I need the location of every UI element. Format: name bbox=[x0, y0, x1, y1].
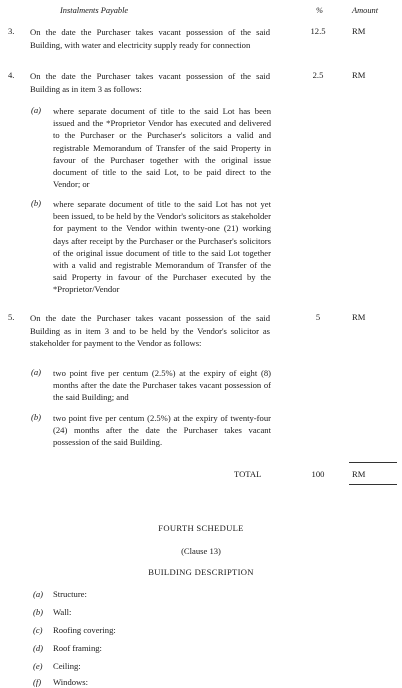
item-text: On the date the Purchaser takes vacant possession of the said Building, with water and electricity supply ready for connection bbox=[30, 27, 270, 50]
schedule-item-label: (b) bbox=[33, 607, 44, 617]
schedule-item-text: Roofing covering: bbox=[53, 625, 116, 635]
schedule-item-text: Windows: bbox=[53, 677, 88, 687]
sub-item-text: where separate document of title to the said Lot has not yet been issued, to be held by the Vendor's solicitors as stakeholder for payment to the Vendor within twenty-one (21) working days after receipt by the Purchaser or the Purchaser's solicitors of the original issue document of title to the said Lot together with a valid and registrable Memorandum of Transfer of the said Property in favour of the Purchaser executed by the *Proprietor/Vendor bbox=[53, 199, 271, 295]
schedule-item-label: (e) bbox=[33, 661, 43, 671]
sub-item-label: (a) bbox=[31, 367, 42, 377]
item-number: 3. bbox=[8, 26, 15, 36]
sub-item-text: two point five per centum (2.5%) at the expiry of eight (8) months after the date the Purchaser takes vacant possession of the said Building; and bbox=[53, 368, 271, 403]
item-text: On the date the Purchaser takes vacant possession of the said Building as in item 3 and to be held by the Vendor's solicitor as stakeholder for payment to the Vendor as follows: bbox=[30, 313, 270, 349]
instalments-column-header: Instalments Payable bbox=[60, 6, 129, 15]
schedule-item-text: Roof framing: bbox=[53, 643, 102, 653]
item-amount: RM bbox=[352, 70, 366, 80]
sub-item-text: two point five per centum (2.5%) at the expiry of twenty-four (24) months after the date the Purchaser takes vacant possession of the said Building. bbox=[53, 413, 271, 448]
schedule-item-label: (c) bbox=[33, 625, 43, 635]
total-percent: 100 bbox=[311, 469, 325, 479]
item-percent: 12.5 bbox=[310, 26, 326, 36]
item-percent: 5 bbox=[315, 312, 321, 322]
sub-item-label: (b) bbox=[31, 198, 42, 208]
schedule-item-text: Wall: bbox=[53, 607, 72, 617]
schedule-item-label: (d) bbox=[33, 643, 44, 653]
schedule-subtitle: BUILDING DESCRIPTION bbox=[148, 567, 254, 577]
sub-item-text: where separate document of title to the said Lot has been issued and the *Proprietor Vendor has executed and delivered to the Purchaser or the Purchaser's solicitors a valid and registrable Memorandum of Transfer of the said Property in favour of the Purchaser together with the original issue document of title to the said Lot, to be paid direct to the Vendor; or bbox=[53, 106, 271, 190]
item-amount: RM bbox=[352, 26, 366, 36]
item-number: 4. bbox=[8, 70, 15, 80]
item-percent: 2.5 bbox=[312, 70, 324, 80]
total-bottom-rule bbox=[349, 484, 397, 485]
percent-column-header: % bbox=[316, 6, 323, 15]
sub-item-label: (b) bbox=[31, 412, 42, 422]
sub-item-label: (a) bbox=[31, 105, 42, 115]
total-label: TOTAL bbox=[234, 469, 262, 479]
total-top-rule bbox=[349, 462, 397, 463]
schedule-item-text: Structure: bbox=[53, 589, 87, 599]
schedule-item-label: (a) bbox=[33, 589, 44, 599]
item-text: On the date the Purchaser takes vacant possession of the said Building as in item 3 as follows: bbox=[30, 71, 270, 94]
schedule-item-text: Ceiling: bbox=[53, 661, 81, 671]
amount-column-header: Amount bbox=[352, 6, 379, 15]
item-amount: RM bbox=[352, 312, 366, 322]
item-number: 5. bbox=[8, 312, 15, 322]
schedule-clause: (Clause 13) bbox=[181, 546, 221, 556]
schedule-item-label: (f) bbox=[33, 677, 42, 687]
schedule-title: FOURTH SCHEDULE bbox=[158, 523, 244, 533]
total-amount: RM bbox=[352, 469, 366, 479]
